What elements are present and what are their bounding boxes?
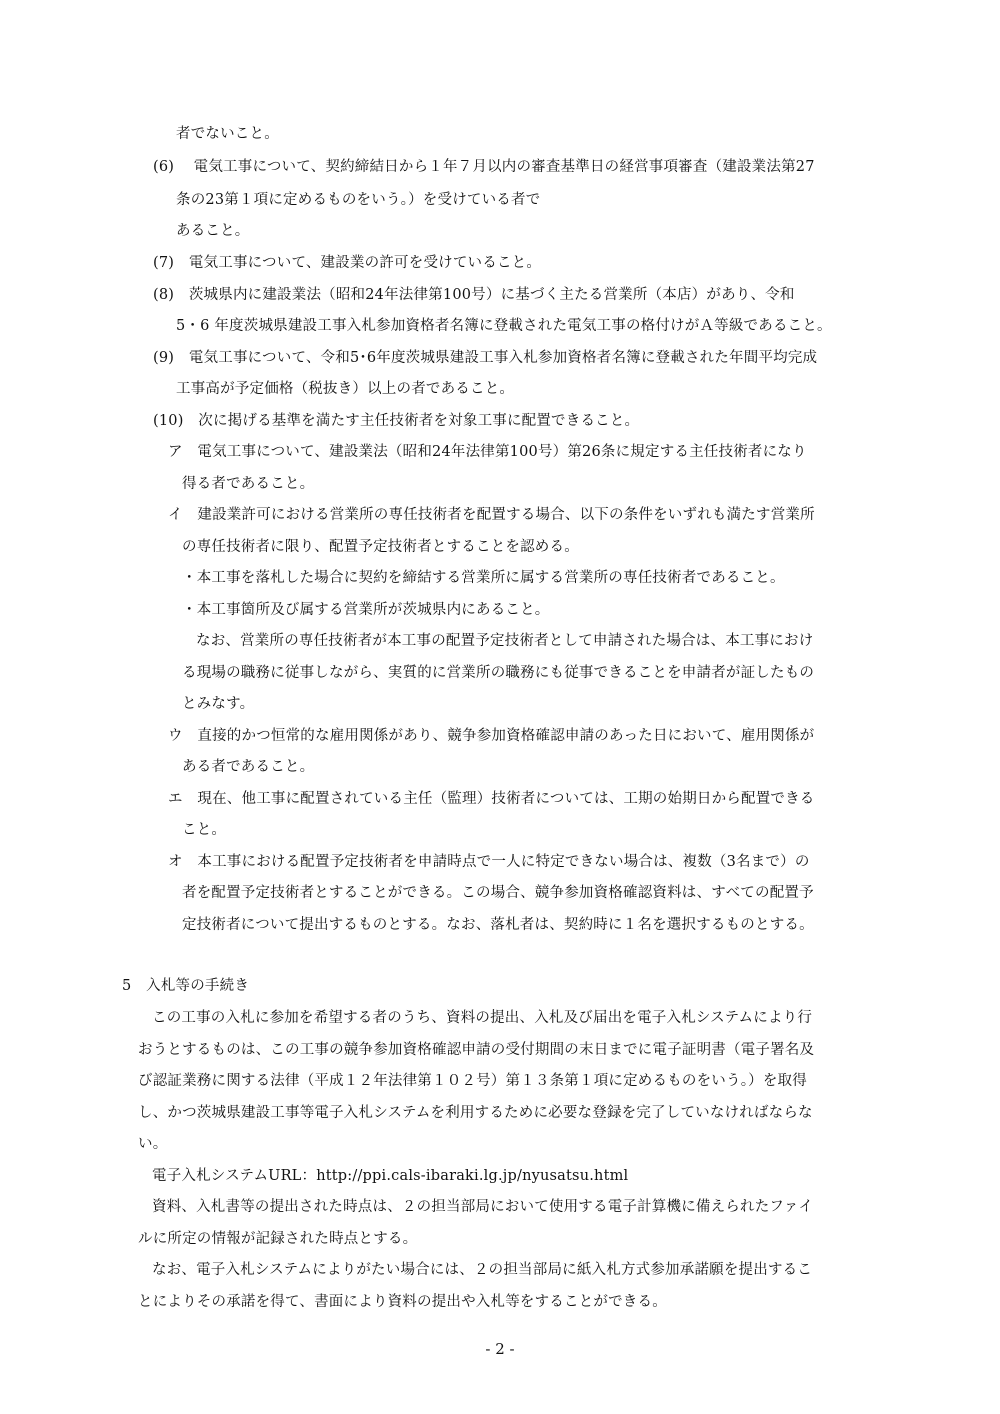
- text-line: い。: [138, 1136, 168, 1152]
- text-line: ある者であること。: [182, 759, 315, 775]
- system-url-line: 電子入札システムURL：http://ppi.cals-ibaraki.lg.jp/nyusatsu.html: [152, 1168, 629, 1184]
- text-line: イ 建設業許可における営業所の専任技術者を配置する場合、以下の条件をいずれも満たす営業所: [168, 507, 815, 523]
- text-line: (7) 電気工事について、建設業の許可を受けていること。: [153, 255, 542, 271]
- text-line: (9) 電気工事について、令和5･6年度茨城県建設工事入札参加資格者名簿に登載された年間平均完成: [153, 350, 818, 366]
- text-line: 条の23第１項に定めるものをいう。）を受けている者で: [176, 192, 541, 208]
- text-line: (6) 電気工事について、契約締結日から１年７月以内の審査基準日の経営事項審査（建設業法第27: [153, 159, 815, 175]
- text-line: (10) 次に掲げる基準を満たす主任技術者を対象工事に配置できること。: [153, 413, 640, 429]
- text-line: 工事高が予定価格（税抜き）以上の者であること。: [176, 381, 515, 397]
- text-line: なお、営業所の専任技術者が本工事の配置予定技術者として申請された場合は、本工事におけ: [196, 633, 814, 649]
- page-number: - 2 -: [485, 1340, 515, 1358]
- text-line: (8) 茨城県内に建設業法（昭和24年法律第100号）に基づく主たる営業所（本店）があり、令和: [153, 287, 795, 303]
- text-line: ・本工事箇所及び属する営業所が茨城県内にあること。: [182, 602, 550, 618]
- text-line: び認証業務に関する法律（平成１２年法律第１０２号）第１３条第１項に定めるものをいう。）を取得: [138, 1073, 807, 1089]
- text-line: し、かつ茨城県建設工事等電子入札システムを利用するために必要な登録を完了していなければならな: [138, 1105, 813, 1121]
- text-line: オ 本工事における配置予定技術者を申請時点で一人に特定できない場合は、複数（3名まで）の: [168, 854, 810, 870]
- text-line: あること。: [176, 223, 250, 239]
- text-line: の専任技術者に限り、配置予定技術者とすることを認める。: [182, 539, 579, 555]
- text-line: ・本工事を落札した場合に契約を締結する営業所に属する営業所の専任技術者であること。: [182, 570, 785, 586]
- text-line: こと。: [182, 822, 227, 838]
- text-line: る現場の職務に従事しながら、実質的に営業所の職務にも従事できることを申請者が証したもの: [182, 665, 815, 681]
- text-line: なお、電子入札システムによりがたい場合には、２の担当部局に紙入札方式参加承諾願を提出するこ: [152, 1262, 813, 1278]
- text-line: 得る者であること。: [182, 476, 315, 492]
- text-line: 者を配置予定技術者とすることができる。この場合、競争参加資格確認資料は、すべての配置予: [182, 885, 814, 901]
- text-line: おうとするものは、この工事の競争参加資格確認申請の受付期間の末日までに電子証明書（電子署名及: [138, 1042, 815, 1058]
- text-line: 資料、入札書等の提出された時点は、２の担当部局において使用する電子計算機に備えられたファイ: [152, 1199, 814, 1215]
- text-line: とみなす。: [182, 696, 255, 712]
- text-line: とによりその承諾を得て、書面により資料の提出や入札等をすることができる。: [138, 1294, 667, 1310]
- text-line: 者でないこと。: [176, 126, 279, 142]
- text-line: ルに所定の情報が記録された時点とする。: [138, 1231, 418, 1247]
- text-line: 5・6 年度茨城県建設工事入札参加資格者名簿に登載された電気工事の格付けがＡ等級であること。: [176, 318, 832, 334]
- text-line: ア 電気工事について、建設業法（昭和24年法律第100号）第26条に規定する主任技術者になり: [168, 444, 807, 460]
- text-line: 定技術者について提出するものとする。なお、落札者は、契約時に１名を選択するものとする。: [182, 917, 814, 933]
- text-line: ウ 直接的かつ恒常的な雇用関係があり、競争参加資格確認申請のあった日において、雇用関係が: [168, 728, 815, 744]
- text-line: エ 現在、他工事に配置されている主任（監理）技術者については、工期の始期日から配置できる: [168, 791, 815, 807]
- section-heading: 5 入札等の手続き: [122, 978, 250, 994]
- text-line: この工事の入札に参加を希望する者のうち、資料の提出、入札及び届出を電子入札システムにより行: [152, 1010, 813, 1026]
